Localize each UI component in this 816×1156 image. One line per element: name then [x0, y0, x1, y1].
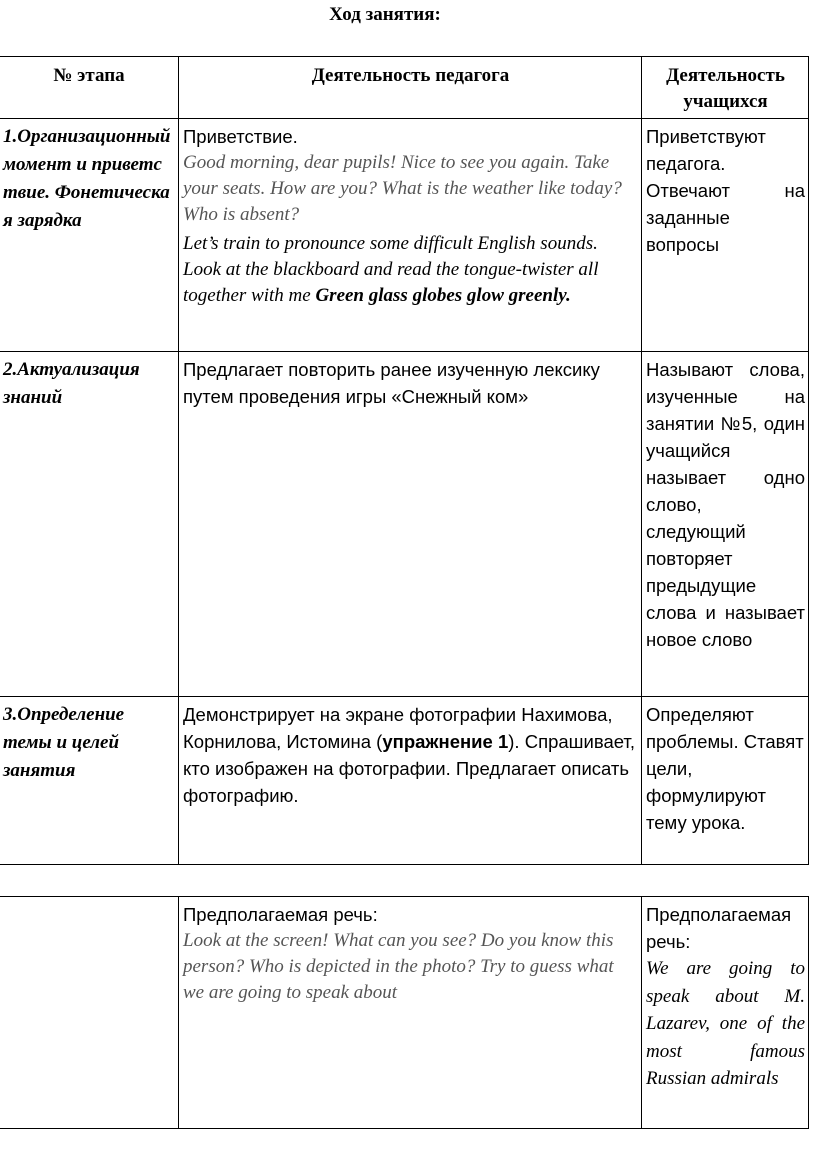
students-text: Отвечают на заданные вопросы [646, 180, 805, 255]
table-header-row [0, 57, 809, 119]
table-row [0, 897, 809, 1129]
students-english-text: We are going to speak about M. Lazarev, one of the most famous Russian admirals [646, 958, 805, 1089]
stage-cell: 2.Актуализация знаний [0, 352, 179, 697]
teacher-english-text-part: Let’s train to pronounce some difficult English sounds. Look at the blackboard and read the tongue-twister all together with me [183, 233, 599, 306]
teacher-text: Демонстрирует на экране фотографии Нахимова, Корнилова, Истомина ( [183, 704, 613, 752]
students-speech-label: Предполагаемая речь: [646, 904, 792, 952]
table-row [0, 697, 809, 865]
stage-cell: 1.Организационный момент и приветствие. Фонетическая зарядка [0, 119, 179, 352]
teacher-intro: Приветствие. [183, 126, 298, 147]
teacher-cell [179, 697, 642, 865]
header-teacher: Деятельность педагога [179, 57, 642, 119]
lesson-table [0, 56, 809, 865]
teacher-cell [179, 119, 642, 352]
tongue-twister: Green glass globes glow greenly. [315, 285, 571, 306]
header-students: Деятельность учащихся [642, 57, 809, 119]
teacher-cell [179, 897, 642, 1129]
stage-cell: 3.Определение темы и целей занятия [0, 697, 179, 865]
students-cell [642, 897, 809, 1129]
table-row [0, 352, 809, 697]
lesson-table-continued [0, 896, 809, 1129]
students-cell [642, 119, 809, 352]
teacher-text: ). Спрашивает, кто изображен на фотографии. Предлагает описать фотографию. [183, 731, 635, 806]
teacher-speech-label: Предполагаемая речь: [183, 904, 378, 925]
exercise-ref: упражнение 1 [382, 731, 509, 752]
students-cell: Определяют проблемы. Ставят цели, формулируют тему урока. [642, 697, 809, 865]
table-row [0, 119, 809, 352]
teacher-english-text [183, 231, 638, 309]
header-stage: № этапа [0, 57, 179, 119]
students-text: Приветствуют педагога. [646, 126, 766, 174]
teacher-cell: Предлагает повторить ранее изученную лексику путем проведения игры «Снежный ком» [179, 352, 642, 697]
teacher-english-text: Good morning, dear pupils! Nice to see you again. Take your seats. How are you? What is the weather like today? Who is absent? [183, 152, 622, 225]
page-title: Ход занятия: [329, 4, 441, 25]
students-cell: Называют слова, изученные на занятии №5, один учащийся называет одно слово, следующий повторяет предыдущие слова и называет новое слово [642, 352, 809, 697]
teacher-english-text: Look at the screen! What can you see? Do you know this person? Who is depicted in the photo? Try to guess what we are going to speak about [183, 930, 614, 1003]
stage-cell [0, 897, 179, 1129]
